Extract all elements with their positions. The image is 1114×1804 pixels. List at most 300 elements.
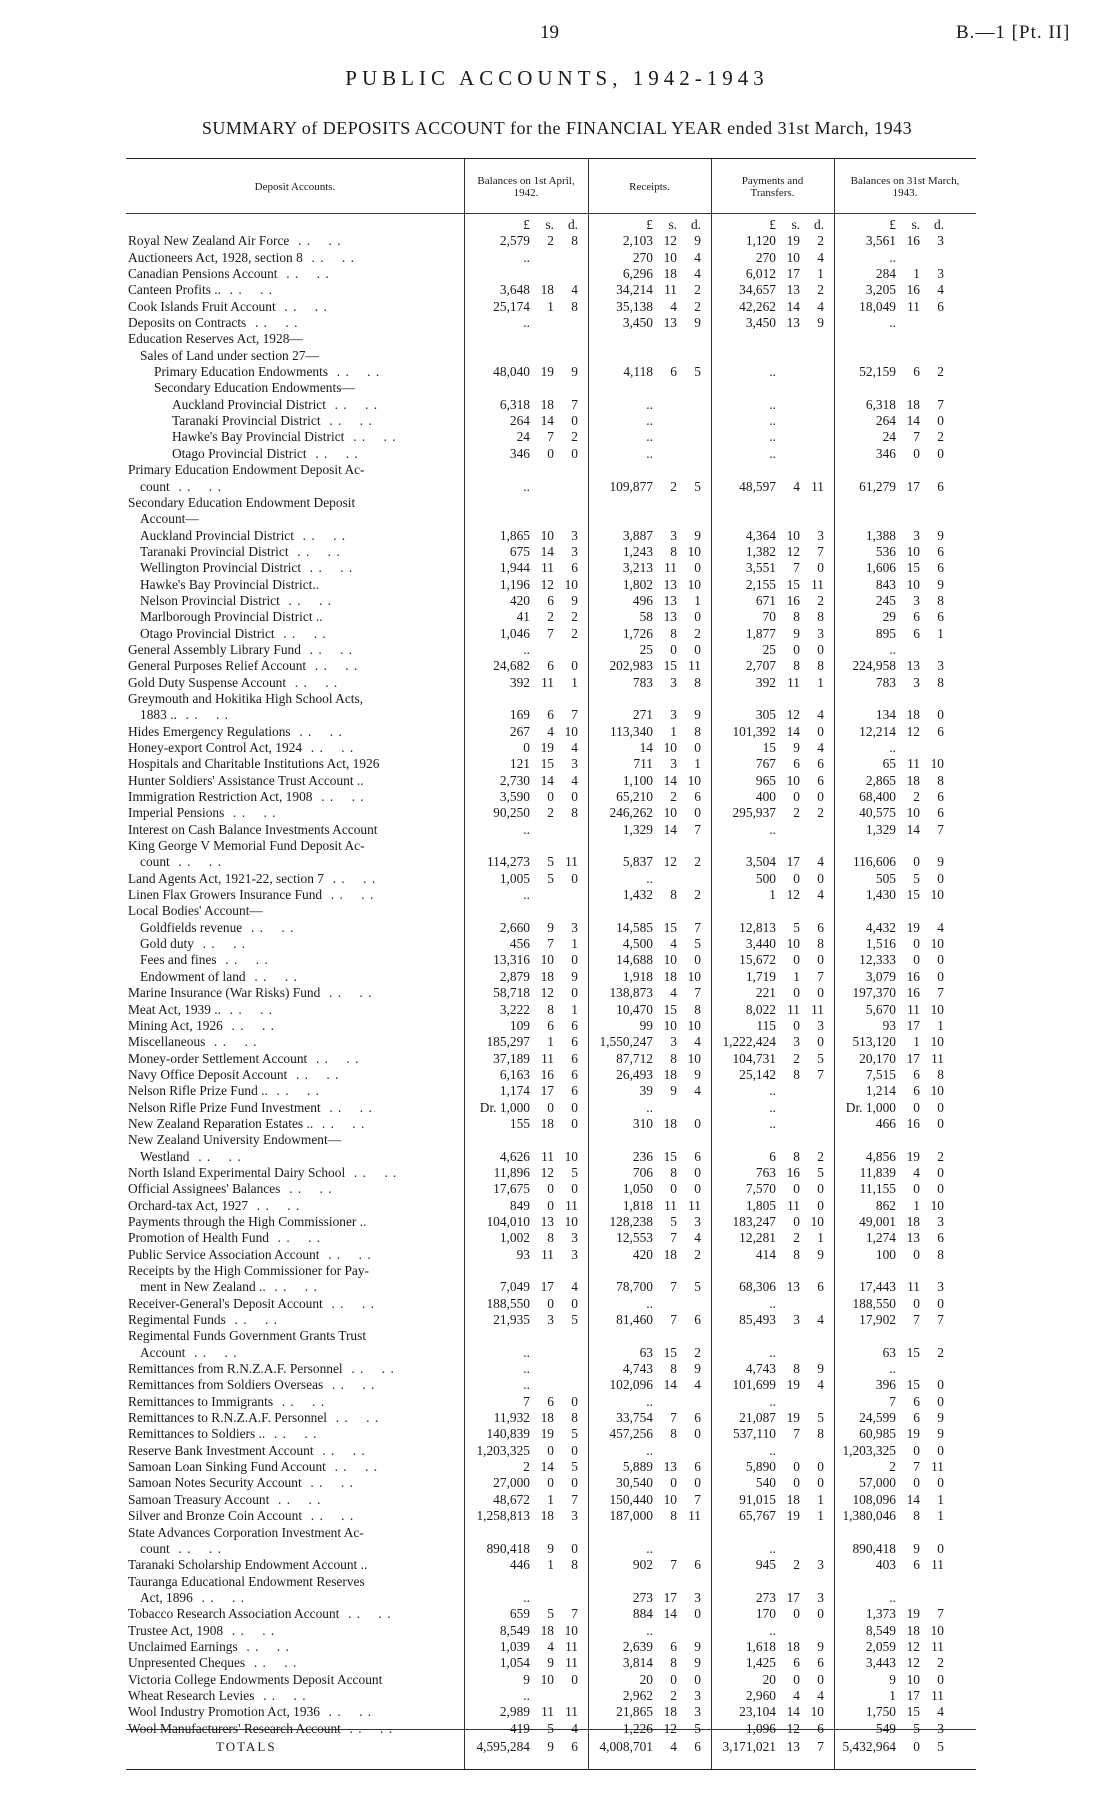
pounds (711, 1574, 776, 1590)
pence: 3 (694, 1213, 701, 1229)
pounds: 264 (875, 413, 896, 429)
account-name: count . . (126, 854, 464, 870)
pounds: 4,743 (622, 1361, 653, 1377)
pence (800, 822, 824, 838)
pence (554, 495, 578, 511)
shillings: 14 (663, 821, 677, 837)
opening-balance-cell (464, 1051, 588, 1067)
receipts-cell (588, 1492, 711, 1508)
table-row (126, 1002, 976, 1018)
payments-cell (711, 1100, 834, 1116)
shillings: 3 (913, 674, 920, 690)
pounds: 4,743 (745, 1361, 776, 1377)
pounds: 536 (875, 543, 896, 559)
pounds: 767 (755, 756, 776, 772)
receipts-cell (588, 1328, 711, 1344)
receipts-cell (588, 903, 711, 919)
pence (677, 1100, 701, 1116)
pence: 0 (571, 1115, 578, 1131)
pounds: 457,256 (609, 1426, 653, 1442)
receipts-cell (588, 936, 711, 952)
pounds: 264 (509, 413, 530, 429)
pence (920, 691, 944, 707)
pence (554, 462, 578, 478)
shillings (896, 348, 920, 364)
pounds: 403 (875, 1557, 896, 1573)
shillings (776, 838, 800, 854)
shillings: 13 (786, 282, 800, 298)
pounds: 37,189 (493, 1050, 530, 1066)
opening-balance-cell (464, 1083, 588, 1099)
pounds: 12,214 (859, 723, 896, 739)
account-name: Official Assignees' Balances . . (126, 1181, 464, 1197)
pounds: .. (646, 1393, 653, 1409)
pence: 2 (694, 625, 701, 641)
shillings: 14 (540, 772, 554, 788)
pounds: 843 (875, 576, 896, 592)
pence: 6 (694, 1557, 701, 1573)
closing-balance-cell (834, 1590, 960, 1606)
pounds: .. (889, 1589, 896, 1605)
account-name: Miscellaneous . . (126, 1034, 464, 1050)
pence (920, 495, 944, 511)
receipts-cell (588, 1672, 711, 1688)
shillings: 18 (906, 1622, 920, 1638)
payments-cell (711, 299, 834, 315)
pence: 4 (817, 854, 824, 870)
pence: 10 (930, 887, 944, 903)
shillings: 15 (906, 1344, 920, 1360)
receipts-cell (588, 1459, 711, 1475)
opening-balance-cell (464, 1655, 588, 1671)
shillings: 0 (547, 1442, 554, 1458)
pence: 10 (930, 1622, 944, 1638)
table-row (126, 1459, 976, 1475)
pence: 0 (937, 1164, 944, 1180)
pence: 7 (694, 821, 701, 837)
closing-balance-cell (834, 479, 960, 495)
table-row (126, 1279, 976, 1295)
pence: 8 (571, 233, 578, 249)
shillings: 9 (547, 919, 554, 935)
shillings: 16 (540, 1066, 554, 1082)
pence: 0 (571, 789, 578, 805)
shillings (776, 364, 800, 380)
pounds (834, 348, 896, 364)
payments-cell (711, 1606, 834, 1622)
pence (677, 511, 701, 527)
pounds: 90,250 (493, 805, 530, 821)
pounds: 12,813 (739, 919, 776, 935)
shillings: 4 (670, 985, 677, 1001)
shillings (653, 871, 677, 887)
table-row (126, 936, 976, 952)
account-name: Regimental Funds Government Grants Trust (128, 1328, 367, 1344)
table-row (126, 903, 976, 919)
pence: 0 (571, 658, 578, 674)
shillings (896, 331, 920, 347)
pounds: .. (769, 413, 776, 429)
pence: 7 (571, 1491, 578, 1507)
shillings: 17 (906, 1017, 920, 1033)
pounds: 1,174 (499, 1083, 530, 1099)
shillings: 1 (913, 1197, 920, 1213)
receipts-cell (588, 1051, 711, 1067)
pounds: .. (889, 641, 896, 657)
shillings (776, 1083, 800, 1099)
shillings: 6 (913, 1393, 920, 1409)
shillings: 4 (670, 1739, 677, 1754)
pounds: .. (523, 1344, 530, 1360)
shillings: 2 (547, 233, 554, 249)
pounds: 505 (875, 870, 896, 886)
pence: 6 (571, 1066, 578, 1082)
account-name: Account— (140, 511, 199, 527)
payments-cell (711, 1034, 834, 1050)
closing-balance-cell (834, 740, 960, 756)
pence: 8 (937, 674, 944, 690)
payments-cell (711, 773, 834, 789)
payments-cell (711, 1704, 834, 1720)
pounds: 271 (632, 707, 653, 723)
pounds (464, 1263, 530, 1279)
pounds: 104,010 (486, 1213, 530, 1229)
pence (800, 1574, 824, 1590)
pence (920, 903, 944, 919)
pence (677, 1328, 701, 1344)
shillings (896, 1361, 920, 1377)
account-name: Wheat Research Levies . . (126, 1688, 464, 1704)
pence (554, 348, 578, 364)
shillings: 5 (547, 870, 554, 886)
payments-cell (711, 854, 834, 870)
shillings: 6 (547, 592, 554, 608)
opening-balance-cell (464, 756, 588, 772)
shillings: 19 (906, 1606, 920, 1622)
shillings (530, 495, 554, 511)
table-row (126, 1214, 976, 1230)
account-name: Deposits on Contracts . . (126, 315, 464, 331)
closing-balance-cell (834, 429, 960, 445)
pounds: 3,551 (745, 560, 776, 576)
payments-cell (711, 1394, 834, 1410)
receipts-cell (588, 1704, 711, 1720)
pounds: 109,877 (609, 478, 653, 494)
pounds: .. (523, 1589, 530, 1605)
pence: 9 (937, 854, 944, 870)
account-name: Primary Education Endowment Deposit Ac- (128, 462, 365, 478)
pounds: 183,247 (732, 1213, 776, 1229)
payments-cell (711, 528, 834, 544)
pence: 2 (937, 364, 944, 380)
pence: 3 (571, 756, 578, 772)
account-name: ment in New Zealand .. . . (126, 1279, 464, 1295)
pounds: .. (646, 1295, 653, 1311)
pence: 4 (571, 282, 578, 298)
pounds: 11,155 (859, 1181, 896, 1197)
pence (677, 691, 701, 707)
opening-balance-cell (464, 1165, 588, 1181)
shillings: 12 (786, 543, 800, 559)
shillings: 2 (670, 789, 677, 805)
header-deposit-accounts: Deposit Accounts. (254, 181, 336, 193)
shillings: 18 (906, 772, 920, 788)
pence (554, 1345, 578, 1361)
shillings: 19 (906, 1426, 920, 1442)
payments-cell (711, 1198, 834, 1214)
pence: 8 (571, 1410, 578, 1426)
pence: 0 (694, 1475, 701, 1491)
account-name: Local Bodies' Account— (128, 903, 263, 919)
table-row (126, 1541, 976, 1557)
pence: 0 (571, 1671, 578, 1687)
shillings: 19 (540, 740, 554, 755)
pounds: 7 (889, 1393, 896, 1409)
shillings: 10 (906, 1671, 920, 1687)
pounds: 100 (875, 1246, 896, 1262)
pounds: 1,918 (622, 968, 653, 984)
opening-balance-cell (464, 985, 588, 1001)
pence (800, 331, 824, 347)
pounds (834, 903, 896, 919)
payments-cell (711, 658, 834, 674)
shillings: 7 (670, 1557, 677, 1573)
pounds: .. (646, 445, 653, 461)
pence: 0 (937, 1099, 944, 1115)
shillings: 0 (547, 445, 554, 461)
opening-balance-cell (464, 1541, 588, 1557)
shillings: 6 (670, 364, 677, 380)
pence: 6 (937, 560, 944, 576)
pounds (834, 1132, 896, 1148)
shillings: 8 (670, 1361, 677, 1377)
pence: 2 (817, 233, 824, 249)
table-row (126, 250, 976, 266)
opening-balance-cell (464, 838, 588, 854)
payments-cell (711, 871, 834, 887)
pounds: 63 (882, 1344, 896, 1360)
pounds: 6,163 (499, 1066, 530, 1082)
closing-balance-cell (834, 1361, 960, 1377)
payments-cell (711, 1508, 834, 1524)
shillings (530, 1574, 554, 1590)
pounds: 284 (875, 266, 896, 282)
pounds: 108,096 (852, 1491, 896, 1507)
opening-balance-cell (464, 1149, 588, 1165)
shillings: 0 (793, 1213, 800, 1229)
shillings (776, 691, 800, 707)
payments-cell (711, 315, 834, 331)
account-name: Tobacco Research Association Account . . (126, 1606, 464, 1622)
shillings (653, 495, 677, 511)
pence (800, 429, 824, 445)
table-row (126, 1688, 976, 1704)
pence (554, 479, 578, 495)
pence: 0 (694, 740, 701, 755)
pounds: 1,388 (865, 527, 896, 543)
shillings: 1 (547, 1491, 554, 1507)
pence (800, 1623, 824, 1639)
pence (677, 446, 701, 462)
shillings: 11 (541, 1246, 554, 1262)
pounds: .. (769, 821, 776, 837)
pence: 4 (817, 707, 824, 723)
pounds: 18,049 (859, 298, 896, 314)
pounds: 93 (882, 1017, 896, 1033)
shillings: 12 (663, 1720, 677, 1736)
shillings: 0 (670, 641, 677, 657)
shillings: 13 (786, 315, 800, 331)
account-name: Honey-export Control Act, 1924 . . (126, 740, 464, 756)
opening-balance-cell (464, 1623, 588, 1639)
shillings: 6 (547, 658, 554, 674)
opening-balance-cell (464, 446, 588, 462)
pence: 2 (937, 1344, 944, 1360)
pounds (711, 511, 776, 527)
pounds (464, 1574, 530, 1590)
pence: 6 (694, 1739, 701, 1754)
pounds: 41 (516, 609, 530, 625)
pounds: 4,364 (745, 527, 776, 543)
pence: 4 (817, 740, 824, 755)
pounds: 783 (632, 674, 653, 690)
pounds: 4,432 (865, 919, 896, 935)
pence (677, 1296, 701, 1312)
shillings (530, 1263, 554, 1279)
pence (554, 1361, 578, 1377)
table-row (126, 544, 976, 560)
pence (920, 380, 944, 396)
shillings: 14 (786, 298, 800, 314)
pounds: 14,688 (616, 952, 653, 968)
closing-balance-cell (834, 413, 960, 429)
shillings: 6 (913, 1410, 920, 1426)
opening-balance-cell (464, 1181, 588, 1197)
pence: 9 (694, 1655, 701, 1671)
pence: 5 (694, 478, 701, 494)
account-name: Cook Islands Fruit Account . . (126, 299, 464, 315)
pounds: .. (889, 315, 896, 331)
shillings: 19 (786, 1377, 800, 1393)
shillings (530, 1328, 554, 1344)
pence: 0 (937, 1475, 944, 1491)
shillings (653, 348, 677, 364)
pence (554, 315, 578, 331)
shillings (776, 413, 800, 429)
pence: 3 (937, 1213, 944, 1229)
shillings: 4 (913, 1164, 920, 1180)
pence: 2 (694, 854, 701, 870)
shillings: 19 (786, 1410, 800, 1426)
payments-cell (711, 756, 834, 772)
account-name: Nelson Provincial District . . (126, 593, 464, 609)
closing-balance-cell (834, 233, 960, 249)
payments-cell (711, 626, 834, 642)
table-row (126, 1443, 976, 1459)
pence: 0 (694, 560, 701, 576)
receipts-cell (588, 1377, 711, 1393)
receipts-cell (588, 626, 711, 642)
payments-cell (711, 511, 834, 527)
pounds: 134 (875, 707, 896, 723)
receipts-cell (588, 1590, 711, 1606)
pounds: 3,205 (865, 282, 896, 298)
opening-balance-cell (464, 544, 588, 560)
pence: 0 (694, 952, 701, 968)
pence: 6 (817, 919, 824, 935)
payments-cell (711, 1018, 834, 1034)
pence: 3 (817, 1557, 824, 1573)
pence: 8 (937, 1066, 944, 1082)
pounds: 15 (762, 740, 776, 755)
account-name: Marlborough Provincial District .. (140, 609, 323, 625)
pence: 9 (571, 968, 578, 984)
pounds: 224,958 (852, 658, 896, 674)
pounds: 49,001 (859, 1213, 896, 1229)
pounds (834, 511, 896, 527)
pence: 9 (937, 576, 944, 592)
pounds (588, 1525, 653, 1541)
pence: 1 (817, 1508, 824, 1524)
opening-balance-cell (464, 822, 588, 838)
pence: 0 (571, 1393, 578, 1409)
opening-balance-cell (464, 871, 588, 887)
shillings: 11 (664, 1197, 677, 1213)
closing-balance-cell (834, 920, 960, 936)
shillings (653, 1132, 677, 1148)
receipts-cell (588, 1312, 711, 1328)
shillings (896, 1574, 920, 1590)
pence: 4 (694, 266, 701, 282)
receipts-cell (588, 1247, 711, 1263)
account-name: Unpresented Cheques . . (126, 1655, 464, 1671)
shillings: 13 (663, 315, 677, 331)
pence (920, 1590, 944, 1606)
closing-balance-cell (834, 511, 960, 527)
table-row (126, 1051, 976, 1067)
pounds: 2,155 (745, 576, 776, 592)
pence: 11 (565, 1655, 578, 1671)
pence: 3 (817, 1589, 824, 1605)
shillings: 12 (663, 854, 677, 870)
pence: 1 (937, 1491, 944, 1507)
table-row (126, 920, 976, 936)
pounds: .. (769, 445, 776, 461)
header-payments: Payments and Transfers. (741, 175, 804, 199)
account-name: Linen Flax Growers Insurance Fund . . (126, 887, 464, 903)
opening-balance-cell (464, 1296, 588, 1312)
pounds: 1,274 (865, 1230, 896, 1246)
opening-balance-cell (464, 1394, 588, 1410)
pence: 10 (930, 1001, 944, 1017)
pence (554, 838, 578, 854)
header-opening-balance: Balances on 1st April, 1942. (477, 175, 575, 199)
pence (800, 1443, 824, 1459)
shillings (776, 331, 800, 347)
closing-balance-cell (834, 724, 960, 740)
payments-cell (711, 1328, 834, 1344)
pence: 8 (571, 1557, 578, 1573)
shillings (896, 838, 920, 854)
pounds: .. (769, 364, 776, 380)
pounds: 4,500 (622, 936, 653, 952)
shillings (896, 1132, 920, 1148)
closing-balance-cell (834, 299, 960, 315)
pounds (464, 1132, 530, 1148)
shillings (776, 446, 800, 462)
pence: 3 (817, 527, 824, 543)
opening-balance-cell (464, 805, 588, 821)
